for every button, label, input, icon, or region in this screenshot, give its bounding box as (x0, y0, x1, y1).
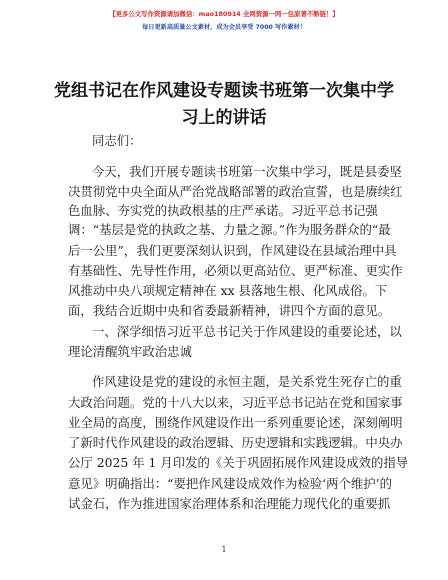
body-line: 风推动中央八项规定精神在 xx 县落地生根、化风成俗。下 (68, 283, 388, 298)
title-line: 党组书记在作风建设专题读书班第一次集中学 (54, 81, 394, 101)
body-line: 面，我结合近期中央和省委最新精神，讲四个方面的意见。 (68, 303, 391, 318)
body-line: 后一公里”，我们更要深刻认识到，作风建设在县域治理中具 (68, 243, 397, 258)
body-line: 色血脉、夯实党的执政根基的庄严承诺。习近平总书记强 (68, 203, 378, 218)
body-line: 调：“基层是党的执政之基、力量之源。”作为服务群众的“最 (68, 222, 391, 237)
section-heading: 理论清醒筑牢政治忠诚 (68, 344, 192, 359)
body-line: 大政治问题。党的十八大以来，习近平总书记站在党和国家事 (68, 395, 403, 410)
section-heading: 一、深学细悟习近平总书记关于作风建设的重要论述，以 (92, 324, 402, 339)
title-line: 习上的讲话 (181, 108, 267, 128)
bottom-banner: 每日更新高质量公文素材，成为会员享受 7000 写作素材！ (142, 24, 306, 31)
body-line: 公厅 2025 年 1 月印发的《关于巩固拓展作风建设成效的指导 (68, 455, 409, 470)
body-line: 意见》明确指出：“要把作风建设成效作为检验‘两个维护’的 (68, 476, 392, 491)
body-line: 今天，我们开展专题读书班第一次集中学习，既是县委坚 (92, 164, 402, 179)
body-line: 作风建设是党的建设的永恒主题，是关系党生死存亡的重 (92, 374, 402, 389)
body-line: 业全局的高度，围绕作风建设作出一系列重要论述，深刻阐明 (68, 415, 403, 430)
body-line: 了新时代作风建设的政治逻辑、历史逻辑和实践逻辑。中央办 (68, 435, 403, 450)
page-number: 1 (221, 545, 227, 554)
top-banner: 【更多公文写作资源请加微信：mao180914 全网资源一网一包原著不断链！】 (109, 10, 339, 18)
body-line: 有基础性、先导性作用，必须以更高站位、更严标准、更实作 (68, 263, 403, 278)
body-line: 决贯彻党中央全面从严治党战略部署的政治宣誓，也是赓续红 (68, 184, 403, 199)
salutation: 同志们： (92, 133, 142, 148)
document-title (30, 78, 418, 132)
body-line: 试金石，作为推进国家治理体系和治理能力现代化的重要抓 (68, 496, 391, 511)
